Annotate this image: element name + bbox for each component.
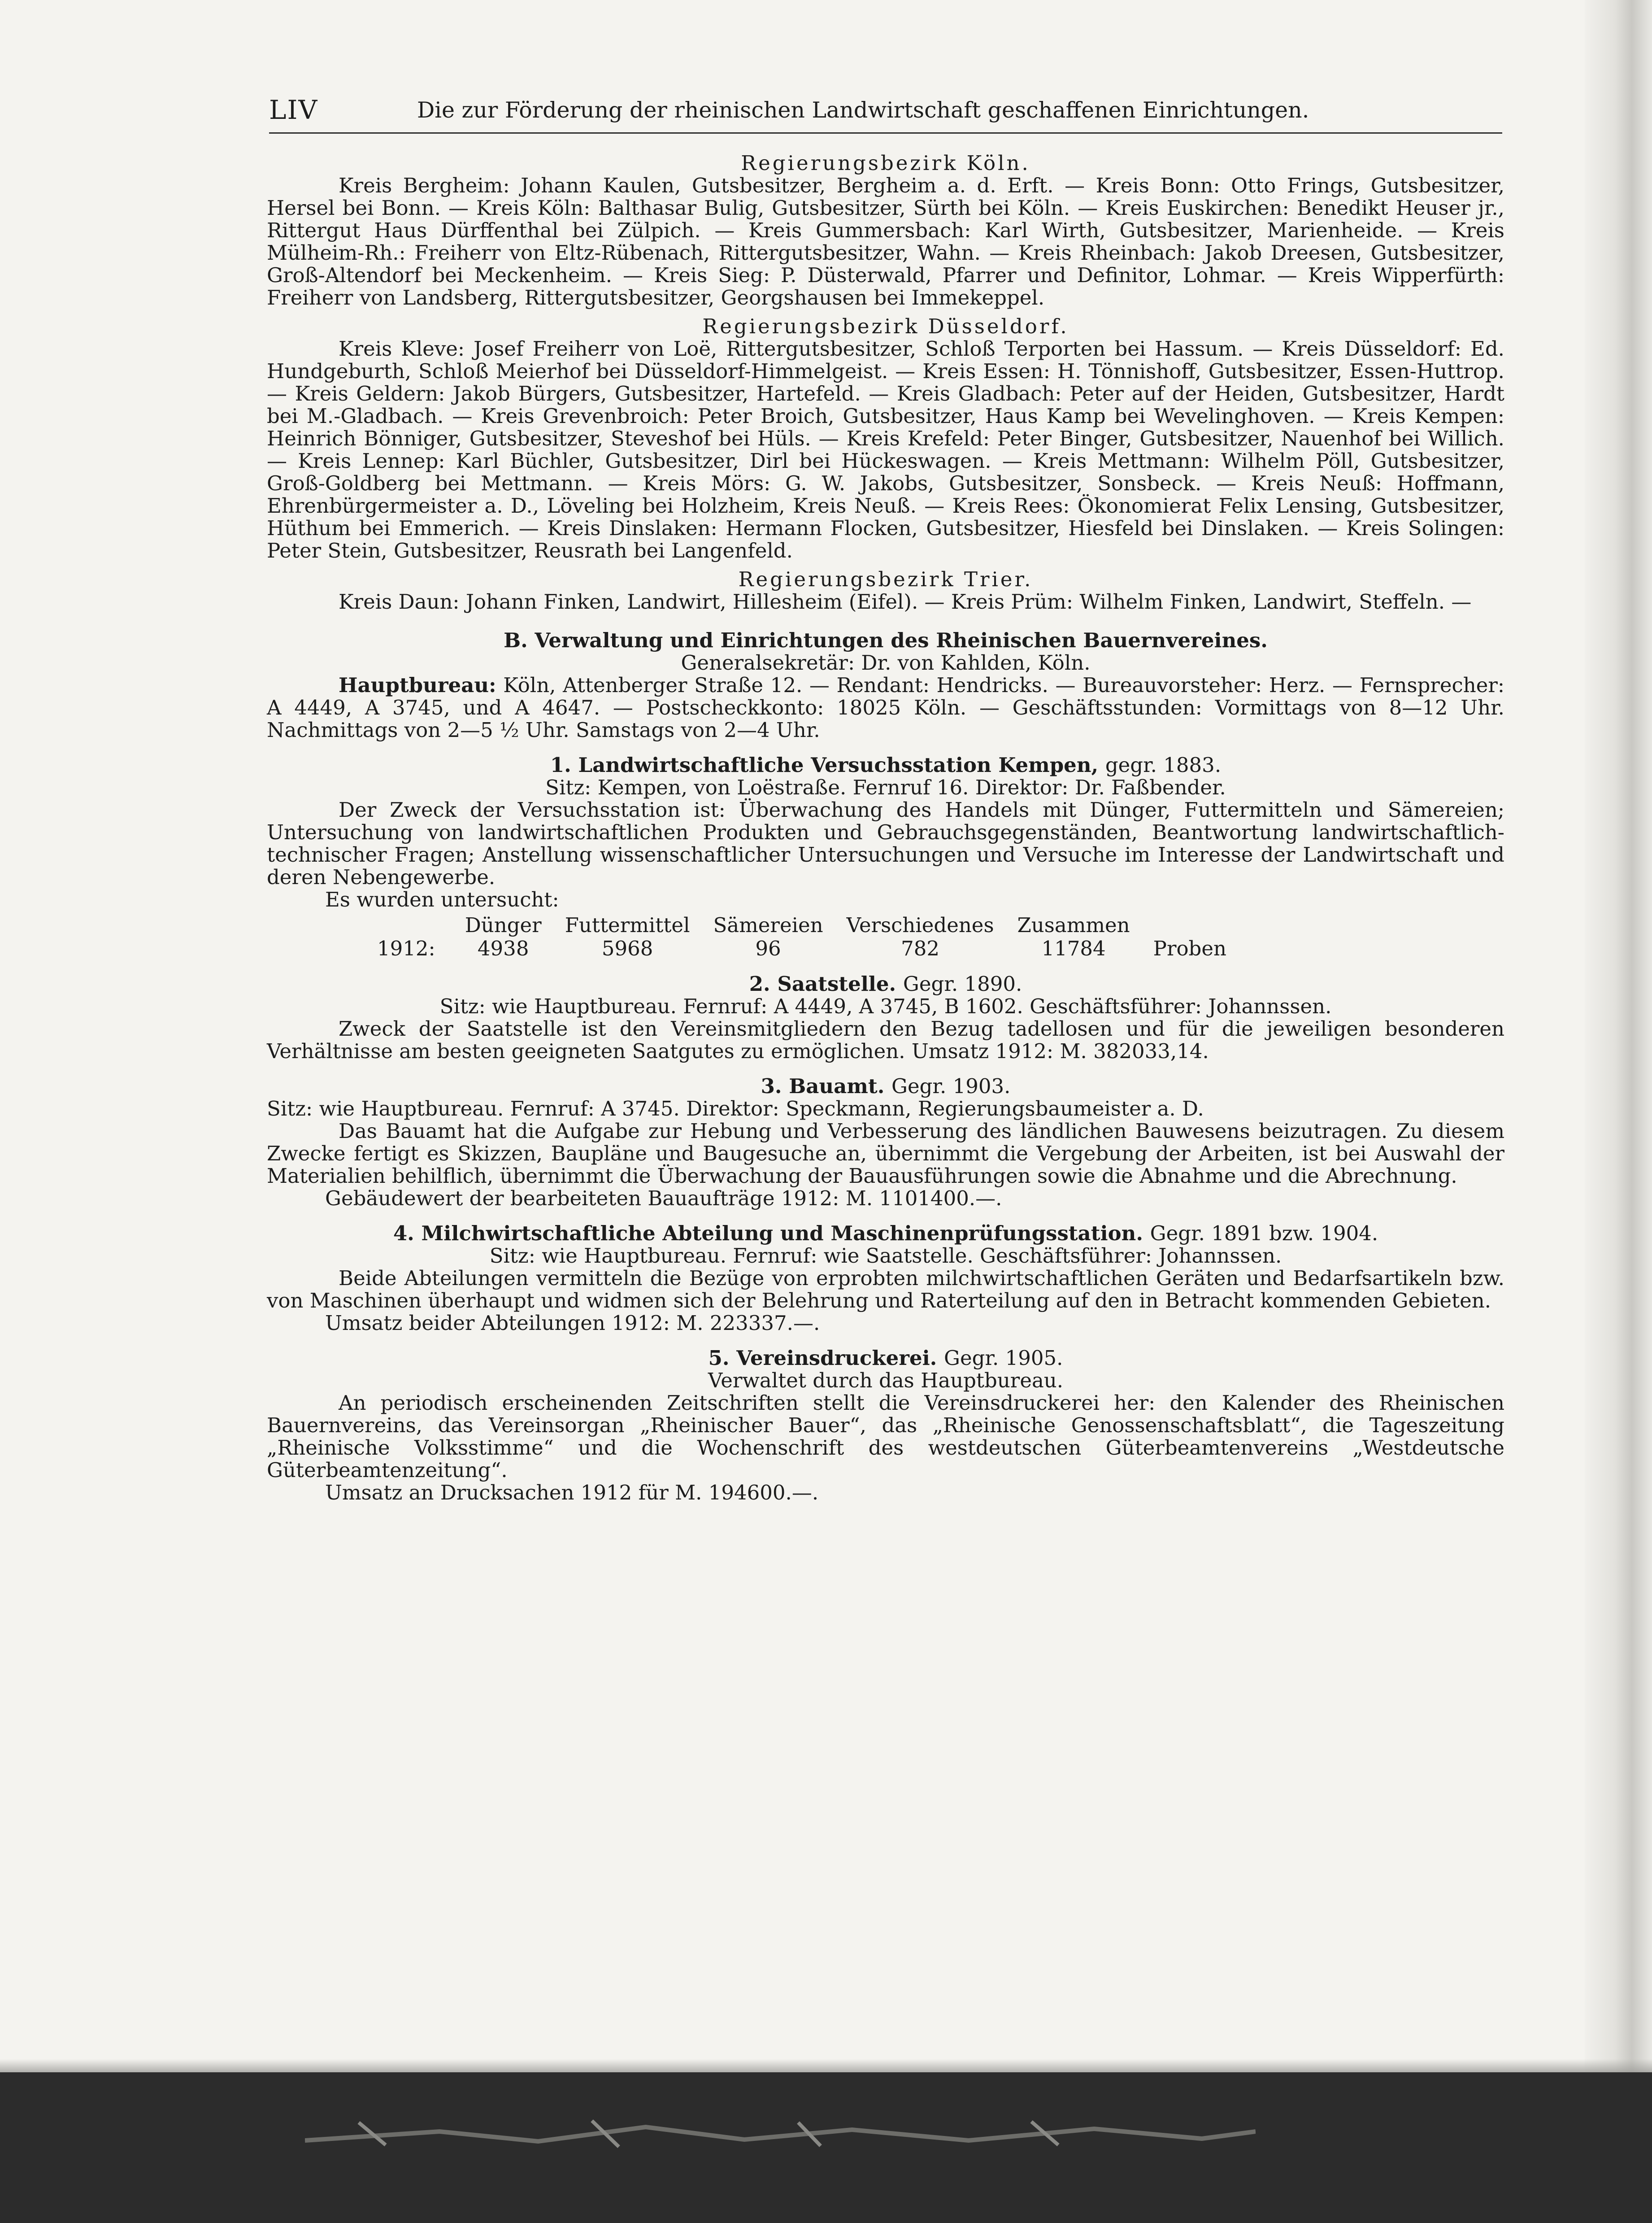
s3-gegr: Gegr. 1903.: [891, 1074, 1011, 1098]
s1-examined-label: Es wurden untersucht:: [325, 888, 559, 911]
hauptbureau-text: Köln, Attenberger Straße 12. — Rendant: Hendricks. — Bureauvorsteher: Herz. — Fernsprecher: A 4449, A 3745, und A 4647. — Postscheckkonto: 18025 Köln. — Geschäftsstunden: Vormittags von 8—12 Uhr. Nachmittags von 2—5 ½ Uhr. Samstags von 2—4 Uhr.: [267, 673, 1505, 742]
region-text-koeln: Kreis Bergheim: Johann Kaulen, Gutsbesitzer, Bergheim a. d. Erft. — Kreis Bonn: Otto Frings, Gutsbesitzer, Hersel bei Bonn. — Kreis Köln: Balthasar Bulig, Gutsbesitzer, Sürth bei Köln. — Kreis Euskirchen: Benedikt Heuser jr., Rittergut Haus Dürffenthal bei Zülpich. — Kreis Gummersbach: Karl Wirth, Gutsbesitzer, Marienheide. — Kreis Mülheim-Rh.: Freiherr von Eltz-Rübenach, Rittergutsbesitzer, Wahn. — Kreis Rheinbach: Jakob Dreesen, Gutsbesitzer, Groß-Altendorf bei Meckenheim. — Kreis Sieg: P. Düsterwald, Pfarrer und Definitor, Lohmar. — Kreis Wipperfürth: Freiherr von Landsberg, Rittergutsbesitzer, Georgshausen bei Immekeppel.: [267, 174, 1504, 309]
table-unit: Proben: [1153, 937, 1226, 960]
region-text-duesseldorf: Kreis Kleve: Josef Freiherr von Loë, Rittergutsbesitzer, Schloß Terporten bei Hassum. — Kreis Düsseldorf: Ed. Hundgeburth, Schloß Meierhof bei Düsseldorf-Himmelgeist. — Kreis Essen: H. Tönnishoff, Gutsbesitzer, Essen-Huttrop. — Kreis Geldern: Jakob Bürgers, Gutsbesitzer, Hartefeld. — Kreis Gladbach: Peter auf der Heiden, Gutsbesitzer, Hardt bei M.-Gladbach. — Kreis Grevenbroich: Peter Broich, Gutsbesitzer, Haus Kamp bei Wevelinghoven. — Kreis Kempen: Heinrich Bönniger, Gutsbesitzer, Steveshof bei Hüls. — Kreis Krefeld: Peter Binger, Gutsbesitzer, Nauenhof bei Willich. — Kreis Lennep: Karl Büchler, Gutsbesitzer, Dirl bei Hückeswagen. — Kreis Mettmann: Wilhelm Pöll, Gutsbesitzer, Groß-Goldberg bei Mettmann. — Kreis Mörs: G. W. Jakobs, Gutsbesitzer, Sonsbeck. — Kreis Neuß: Hoffmann, Ehrenbürgermeister a. D., Löveling bei Holzheim, Kreis Neuß. — Kreis Rees: Ökonomierat Felix Lensing, Gutsbesitzer, Hüthum bei Emmerich. — Kreis Dinslaken: Hermann Flocken, Gutsbesitzer, Hiesfeld bei Dinslaken. — Kreis Solingen: Peter Stein, Gutsbesitzer, Reusrath bei Langenfeld.: [267, 337, 1504, 562]
s2-title: [267, 973, 1504, 995]
s1-seat: Sitz: Kempen, von Loëstraße. Fernruf 16. Direktor: Dr. Faßbender.: [545, 776, 1226, 799]
s5-title: [267, 1347, 1504, 1369]
scan-edge-shadow: [1585, 0, 1652, 2223]
s2-seat: Sitz: wie Hauptbureau. Fernruf: A 4449, A 3745, B 1602. Geschäftsführer: Johannssen.: [439, 994, 1332, 1018]
table-cell: 782: [901, 937, 939, 960]
s3-value: Gebäudewert der bearbeiteten Bauaufträge 1912: M. 1101400.—.: [325, 1186, 1002, 1210]
table-cell: 96: [755, 937, 781, 960]
region-heading-duesseldorf: Regierungsbezirk Düsseldorf.: [702, 314, 1069, 338]
s1-name: 1. Landwirtschaftliche Versuchsstation Kempen,: [550, 753, 1099, 777]
s2-text: Zweck der Saatstelle ist den Vereinsmitgliedern den Bezug tadellosen und für die jeweiligen besonderen Verhältnisse am besten geeigneten Saatgutes zu ermöglichen. Umsatz 1912: M. 382033,14.: [267, 1017, 1504, 1063]
s4-name: 4. Milchwirtschaftliche Abteilung und Maschinenprüfungsstation.: [393, 1221, 1143, 1245]
table-row: [365, 937, 1238, 960]
page-body: [267, 146, 1504, 1504]
table-header: Dünger: [465, 913, 542, 937]
running-header: [269, 92, 1502, 134]
s3-seat: Sitz: wie Hauptbureau. Fernruf: A 3745. Direktor: Speckmann, Regierungsbaumeister a. D.: [267, 1097, 1204, 1120]
scan-band-smudge-icon: [305, 2114, 1256, 2154]
s3-title: [267, 1075, 1504, 1098]
examination-table: [365, 914, 1238, 960]
s5-gegr: Gegr. 1905.: [944, 1346, 1063, 1370]
page-number: LIV: [269, 95, 318, 125]
table-header-row: [365, 914, 1238, 937]
section-b-title: B. Verwaltung und Einrichtungen des Rheinischen Bauernvereines.: [504, 628, 1268, 652]
s1-gegr: gegr. 1883.: [1105, 753, 1222, 777]
s4-value: Umsatz beider Abteilungen 1912: M. 223337.—.: [325, 1311, 820, 1335]
region-text-trier: Kreis Daun: Johann Finken, Landwirt, Hillesheim (Eifel). — Kreis Prüm: Wilhelm Finken, Landwirt, Steffeln. —: [339, 590, 1472, 614]
table-cell: 4938: [477, 937, 529, 960]
table-header: Zusammen: [1017, 913, 1130, 937]
s4-gegr: Gegr. 1891 bzw. 1904.: [1150, 1221, 1378, 1245]
s3-text: Das Bauamt hat die Aufgabe zur Hebung und Verbesserung des ländlichen Bauwesens beizutragen. Zu diesem Zwecke fertigt es Skizzen, Baupläne und Baugesuche an, übernimmt die Vergebung der Arbeiten, ist bei Auswahl der Materialien behilflich, übernimmt die Überwachung der Bauausführungen sowie die Abnahme und die Abrechnung.: [267, 1119, 1504, 1188]
smudge-line: [305, 2127, 1256, 2141]
general-secretary: Generalsekretär: Dr. von Kahlden, Köln.: [681, 651, 1091, 675]
hauptbureau-paragraph: [267, 674, 1504, 741]
s5-text: An periodisch erscheinenden Zeitschriften stellt die Vereinsdruckerei her: den Kalender des Rheinischen Bauernvereins, das Vereinsorgan „Rheinischer Bauer“, das „Rheinische Genossenschaftsblatt“, die Tageszeitung „Rheinische Volksstimme“ und die Wochenschrift des westdeutschen Güterbeamtenvereins „Westdeutsche Güterbeamtenzeitung“.: [267, 1391, 1504, 1482]
table-cell: 11784: [1041, 937, 1106, 960]
table-header: Verschiedenes: [846, 913, 994, 937]
s4-text: Beide Abteilungen vermitteln die Bezüge von erprobten milchwirtschaftlichen Geräten und Bedarfsartikeln bzw. von Maschinen überhaupt und widmen sich der Belehrung und Raterteilung auf den in Betracht kommenden Gebieten.: [267, 1266, 1504, 1312]
table-header: Sämereien: [713, 913, 823, 937]
s2-gegr: Gegr. 1890.: [903, 972, 1022, 996]
s1-title: [267, 754, 1504, 776]
s5-name: 5. Vereinsdruckerei.: [708, 1346, 937, 1370]
table-year: 1912:: [377, 937, 435, 960]
region-heading-trier: Regierungsbezirk Trier.: [738, 567, 1033, 591]
s4-title: [267, 1222, 1504, 1245]
s1-text: Der Zweck der Versuchsstation ist: Überwachung des Handels mit Dünger, Futtermitteln und Sämereien; Untersuchung von landwirtschaftlichen Produkten und Gebrauchsgegenständen, Beantwortung landwirtschaftlich-technischer Fragen; Anstellung wissenschaftlicher Untersuchungen und Versuche im Interesse der Landwirtschaft und deren Nebengewerbe.: [267, 798, 1504, 889]
s5-managed: Verwaltet durch das Hauptbureau.: [708, 1369, 1064, 1392]
s5-value: Umsatz an Drucksachen 1912 für M. 194600.—.: [325, 1481, 819, 1504]
s2-name: 2. Saatstelle.: [749, 972, 896, 996]
table-cell: 5968: [601, 937, 653, 960]
running-title: Die zur Förderung der rheinischen Landwirtschaft geschaffenen Einrichtungen.: [417, 97, 1309, 123]
hauptbureau-label: Hauptbureau:: [339, 673, 496, 697]
table-header: Futtermittel: [565, 913, 690, 937]
s4-seat: Sitz: wie Hauptbureau. Fernruf: wie Saatstelle. Geschäftsführer: Johannssen.: [489, 1244, 1282, 1268]
region-heading-koeln: Regierungsbezirk Köln.: [741, 151, 1030, 175]
s3-name: 3. Bauamt.: [761, 1074, 885, 1098]
